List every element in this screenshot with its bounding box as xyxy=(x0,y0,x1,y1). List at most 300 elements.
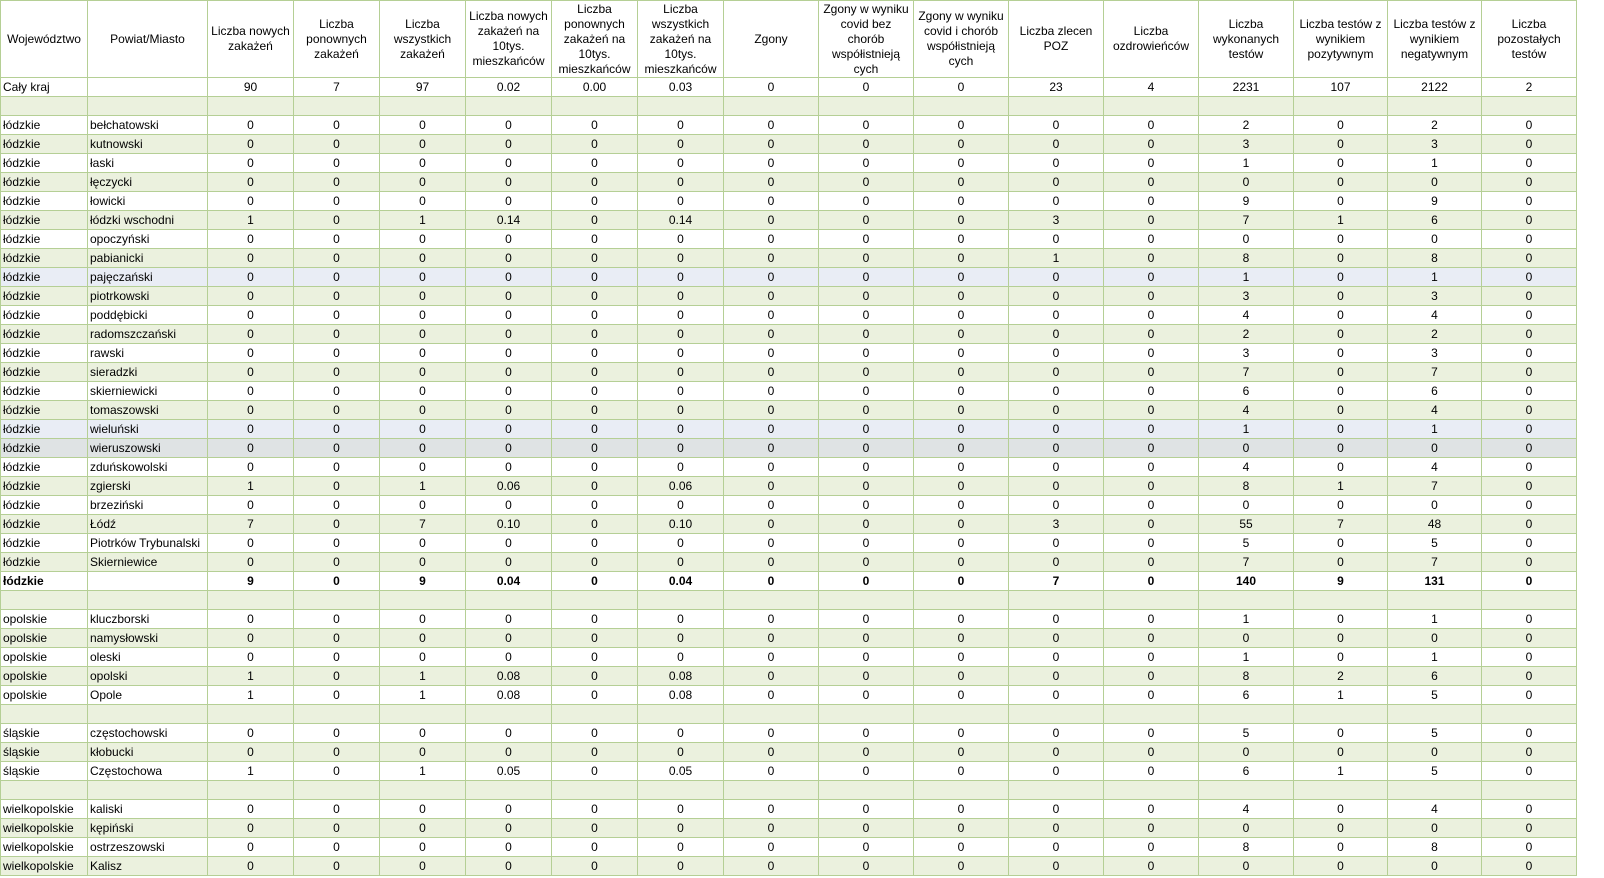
value-cell[interactable]: 0 xyxy=(638,401,724,420)
county-cell[interactable]: brzeziński xyxy=(88,496,208,515)
value-cell[interactable]: 1 xyxy=(1388,648,1482,667)
value-cell[interactable]: 7 xyxy=(1199,553,1294,572)
value-cell[interactable]: 0 xyxy=(638,857,724,876)
value-cell[interactable]: 0 xyxy=(466,534,552,553)
county-cell[interactable]: opolski xyxy=(88,667,208,686)
value-cell[interactable]: 0 xyxy=(638,230,724,249)
value-cell[interactable]: 0 xyxy=(1294,838,1388,857)
value-cell[interactable]: 0 xyxy=(1388,819,1482,838)
value-cell[interactable]: 6 xyxy=(1388,382,1482,401)
value-cell[interactable]: 0 xyxy=(380,800,466,819)
value-cell[interactable]: 0 xyxy=(208,838,294,857)
voivodeship-cell[interactable]: łódzkie xyxy=(1,173,88,192)
value-cell[interactable]: 0 xyxy=(466,268,552,287)
county-cell[interactable]: radomszczański xyxy=(88,325,208,344)
empty-cell[interactable] xyxy=(1,591,88,610)
value-cell[interactable]: 0 xyxy=(208,325,294,344)
county-cell[interactable]: ostrzeszowski xyxy=(88,838,208,857)
value-cell[interactable]: 0 xyxy=(552,249,638,268)
value-cell[interactable]: 9 xyxy=(1294,572,1388,591)
value-cell[interactable]: 0 xyxy=(914,477,1009,496)
empty-cell[interactable] xyxy=(208,97,294,116)
value-cell[interactable]: 0 xyxy=(819,230,914,249)
value-cell[interactable]: 0 xyxy=(819,572,914,591)
value-cell[interactable]: 0 xyxy=(1104,629,1199,648)
value-cell[interactable]: 0 xyxy=(552,857,638,876)
empty-cell[interactable] xyxy=(552,97,638,116)
value-cell[interactable]: 0 xyxy=(724,401,819,420)
value-cell[interactable]: 0 xyxy=(552,743,638,762)
voivodeship-cell[interactable]: łódzkie xyxy=(1,458,88,477)
value-cell[interactable]: 0 xyxy=(1294,173,1388,192)
value-cell[interactable]: 3 xyxy=(1199,287,1294,306)
value-cell[interactable]: 0 xyxy=(380,724,466,743)
value-cell[interactable]: 0 xyxy=(724,458,819,477)
value-cell[interactable]: 0 xyxy=(1009,838,1104,857)
value-cell[interactable]: 0 xyxy=(208,173,294,192)
value-cell[interactable]: 0 xyxy=(1482,629,1577,648)
value-cell[interactable]: 0 xyxy=(1009,268,1104,287)
value-cell[interactable]: 0 xyxy=(552,477,638,496)
value-cell[interactable]: 9 xyxy=(1199,192,1294,211)
empty-cell[interactable] xyxy=(88,781,208,800)
county-cell[interactable]: Skierniewice xyxy=(88,553,208,572)
value-cell[interactable]: 0 xyxy=(1104,344,1199,363)
value-cell[interactable]: 0 xyxy=(208,382,294,401)
header-cell[interactable]: Liczba wszystkich zakażeń xyxy=(380,1,466,78)
value-cell[interactable]: 0 xyxy=(1482,515,1577,534)
value-cell[interactable]: 0 xyxy=(819,78,914,97)
county-cell[interactable]: łódzki wschodni xyxy=(88,211,208,230)
value-cell[interactable]: 0 xyxy=(724,629,819,648)
value-cell[interactable]: 0 xyxy=(819,762,914,781)
value-cell[interactable]: 0 xyxy=(208,306,294,325)
value-cell[interactable]: 0 xyxy=(294,306,380,325)
county-cell[interactable]: kępiński xyxy=(88,819,208,838)
value-cell[interactable]: 0 xyxy=(819,211,914,230)
value-cell[interactable]: 0 xyxy=(294,211,380,230)
voivodeship-cell[interactable]: łódzkie xyxy=(1,344,88,363)
empty-cell[interactable] xyxy=(914,97,1009,116)
value-cell[interactable]: 0 xyxy=(819,306,914,325)
value-cell[interactable]: 8 xyxy=(1199,477,1294,496)
value-cell[interactable]: 0 xyxy=(724,363,819,382)
value-cell[interactable]: 0 xyxy=(724,724,819,743)
value-cell[interactable]: 0 xyxy=(1199,439,1294,458)
header-cell[interactable]: Zgony xyxy=(724,1,819,78)
header-cell[interactable]: Województwo xyxy=(1,1,88,78)
value-cell[interactable]: 0 xyxy=(638,192,724,211)
value-cell[interactable]: 0 xyxy=(1199,819,1294,838)
value-cell[interactable]: 0 xyxy=(1482,211,1577,230)
value-cell[interactable]: 0 xyxy=(1104,230,1199,249)
value-cell[interactable]: 1 xyxy=(380,686,466,705)
value-cell[interactable]: 0 xyxy=(294,610,380,629)
value-cell[interactable]: 0 xyxy=(819,629,914,648)
value-cell[interactable]: 1 xyxy=(208,667,294,686)
value-cell[interactable]: 0 xyxy=(552,439,638,458)
value-cell[interactable]: 0 xyxy=(1104,154,1199,173)
value-cell[interactable]: 0 xyxy=(466,610,552,629)
voivodeship-cell[interactable]: łódzkie xyxy=(1,534,88,553)
county-cell[interactable]: namysłowski xyxy=(88,629,208,648)
county-cell[interactable] xyxy=(88,572,208,591)
value-cell[interactable]: 0 xyxy=(552,268,638,287)
value-cell[interactable]: 0 xyxy=(208,439,294,458)
value-cell[interactable]: 0 xyxy=(208,800,294,819)
value-cell[interactable]: 0 xyxy=(819,724,914,743)
value-cell[interactable]: 0 xyxy=(1388,230,1482,249)
value-cell[interactable]: 0 xyxy=(1009,325,1104,344)
value-cell[interactable]: 0 xyxy=(819,648,914,667)
value-cell[interactable]: 8 xyxy=(1199,249,1294,268)
value-cell[interactable]: 0 xyxy=(552,686,638,705)
value-cell[interactable]: 0 xyxy=(914,78,1009,97)
county-cell[interactable]: rawski xyxy=(88,344,208,363)
value-cell[interactable]: 0 xyxy=(208,401,294,420)
value-cell[interactable]: 1 xyxy=(380,762,466,781)
empty-cell[interactable] xyxy=(294,97,380,116)
value-cell[interactable]: 0 xyxy=(1104,306,1199,325)
value-cell[interactable]: 0 xyxy=(1009,762,1104,781)
value-cell[interactable]: 0 xyxy=(638,819,724,838)
value-cell[interactable]: 0 xyxy=(1104,534,1199,553)
value-cell[interactable]: 0 xyxy=(552,173,638,192)
value-cell[interactable]: 0 xyxy=(552,363,638,382)
value-cell[interactable]: 0 xyxy=(724,135,819,154)
value-cell[interactable]: 0.04 xyxy=(466,572,552,591)
value-cell[interactable]: 0 xyxy=(1104,667,1199,686)
value-cell[interactable]: 0 xyxy=(724,648,819,667)
value-cell[interactable]: 0 xyxy=(1482,762,1577,781)
county-cell[interactable]: kluczborski xyxy=(88,610,208,629)
value-cell[interactable]: 0 xyxy=(1104,743,1199,762)
county-cell[interactable]: łęczycki xyxy=(88,173,208,192)
value-cell[interactable]: 0 xyxy=(466,287,552,306)
value-cell[interactable]: 0 xyxy=(914,686,1009,705)
value-cell[interactable]: 0 xyxy=(914,629,1009,648)
value-cell[interactable]: 0 xyxy=(552,458,638,477)
value-cell[interactable]: 0 xyxy=(466,838,552,857)
value-cell[interactable]: 0 xyxy=(1482,477,1577,496)
value-cell[interactable]: 0 xyxy=(1009,192,1104,211)
value-cell[interactable]: 0 xyxy=(914,192,1009,211)
value-cell[interactable]: 2 xyxy=(1199,116,1294,135)
value-cell[interactable]: 0 xyxy=(1009,135,1104,154)
value-cell[interactable]: 0 xyxy=(1104,420,1199,439)
county-cell[interactable]: Opole xyxy=(88,686,208,705)
county-cell[interactable]: pabianicki xyxy=(88,249,208,268)
value-cell[interactable]: 0 xyxy=(724,477,819,496)
value-cell[interactable]: 2 xyxy=(1388,116,1482,135)
empty-cell[interactable] xyxy=(466,705,552,724)
value-cell[interactable]: 0 xyxy=(638,287,724,306)
value-cell[interactable]: 7 xyxy=(1009,572,1104,591)
empty-cell[interactable] xyxy=(1104,705,1199,724)
value-cell[interactable]: 0 xyxy=(208,135,294,154)
value-cell[interactable]: 0 xyxy=(724,287,819,306)
header-cell[interactable]: Zgony w wyniku covid bez chorób współistnieją cych xyxy=(819,1,914,78)
empty-cell[interactable] xyxy=(638,781,724,800)
value-cell[interactable]: 0 xyxy=(1104,116,1199,135)
value-cell[interactable]: 0 xyxy=(552,610,638,629)
value-cell[interactable]: 0 xyxy=(1104,553,1199,572)
value-cell[interactable]: 0 xyxy=(638,648,724,667)
voivodeship-cell[interactable]: łódzkie xyxy=(1,154,88,173)
value-cell[interactable]: 0 xyxy=(914,211,1009,230)
value-cell[interactable]: 6 xyxy=(1388,211,1482,230)
value-cell[interactable]: 7 xyxy=(1199,363,1294,382)
value-cell[interactable]: 0 xyxy=(819,496,914,515)
value-cell[interactable]: 0 xyxy=(914,420,1009,439)
value-cell[interactable]: 0 xyxy=(1009,230,1104,249)
value-cell[interactable]: 23 xyxy=(1009,78,1104,97)
value-cell[interactable]: 0 xyxy=(1009,743,1104,762)
voivodeship-cell[interactable]: opolskie xyxy=(1,667,88,686)
value-cell[interactable]: 0 xyxy=(466,344,552,363)
value-cell[interactable]: 0 xyxy=(380,268,466,287)
voivodeship-cell[interactable]: Cały kraj xyxy=(1,78,88,97)
value-cell[interactable]: 90 xyxy=(208,78,294,97)
value-cell[interactable]: 0 xyxy=(914,724,1009,743)
value-cell[interactable]: 0 xyxy=(638,382,724,401)
value-cell[interactable]: 2 xyxy=(1294,667,1388,686)
empty-cell[interactable] xyxy=(914,781,1009,800)
empty-cell[interactable] xyxy=(724,781,819,800)
value-cell[interactable]: 0 xyxy=(724,173,819,192)
value-cell[interactable]: 0 xyxy=(294,420,380,439)
value-cell[interactable]: 0 xyxy=(294,838,380,857)
value-cell[interactable]: 0 xyxy=(466,116,552,135)
value-cell[interactable]: 0 xyxy=(914,249,1009,268)
value-cell[interactable]: 0 xyxy=(208,743,294,762)
value-cell[interactable]: 0 xyxy=(380,363,466,382)
value-cell[interactable]: 0 xyxy=(1009,439,1104,458)
empty-cell[interactable] xyxy=(380,591,466,610)
value-cell[interactable]: 1 xyxy=(1199,648,1294,667)
value-cell[interactable]: 0 xyxy=(380,838,466,857)
value-cell[interactable]: 3 xyxy=(1199,344,1294,363)
empty-cell[interactable] xyxy=(1482,591,1577,610)
value-cell[interactable]: 5 xyxy=(1388,724,1482,743)
value-cell[interactable]: 0 xyxy=(724,382,819,401)
voivodeship-cell[interactable]: łódzkie xyxy=(1,116,88,135)
value-cell[interactable]: 8 xyxy=(1199,838,1294,857)
value-cell[interactable]: 0 xyxy=(1104,192,1199,211)
voivodeship-cell[interactable]: łódzkie xyxy=(1,287,88,306)
value-cell[interactable]: 0 xyxy=(819,686,914,705)
value-cell[interactable]: 0 xyxy=(552,325,638,344)
value-cell[interactable]: 0 xyxy=(380,496,466,515)
value-cell[interactable]: 0 xyxy=(819,515,914,534)
voivodeship-cell[interactable]: opolskie xyxy=(1,610,88,629)
value-cell[interactable]: 0 xyxy=(552,401,638,420)
value-cell[interactable]: 4 xyxy=(1388,458,1482,477)
header-cell[interactable]: Liczba ponownych zakażeń na 10tys. mieszkańców xyxy=(552,1,638,78)
value-cell[interactable]: 0.05 xyxy=(466,762,552,781)
voivodeship-cell[interactable]: śląskie xyxy=(1,762,88,781)
value-cell[interactable]: 1 xyxy=(1199,154,1294,173)
value-cell[interactable]: 0 xyxy=(1482,173,1577,192)
value-cell[interactable]: 9 xyxy=(208,572,294,591)
voivodeship-cell[interactable]: wielkopolskie xyxy=(1,857,88,876)
value-cell[interactable]: 0 xyxy=(819,116,914,135)
value-cell[interactable]: 0 xyxy=(552,154,638,173)
value-cell[interactable]: 0 xyxy=(819,857,914,876)
value-cell[interactable]: 0 xyxy=(1104,648,1199,667)
value-cell[interactable]: 0 xyxy=(294,743,380,762)
empty-cell[interactable] xyxy=(380,781,466,800)
value-cell[interactable]: 0 xyxy=(819,382,914,401)
value-cell[interactable]: 0 xyxy=(1388,439,1482,458)
county-cell[interactable]: piotrkowski xyxy=(88,287,208,306)
county-cell[interactable]: Łódź xyxy=(88,515,208,534)
value-cell[interactable]: 0 xyxy=(638,249,724,268)
value-cell[interactable]: 5 xyxy=(1388,534,1482,553)
value-cell[interactable]: 0 xyxy=(638,610,724,629)
value-cell[interactable]: 0 xyxy=(1009,667,1104,686)
empty-cell[interactable] xyxy=(1,781,88,800)
value-cell[interactable]: 0 xyxy=(819,534,914,553)
value-cell[interactable]: 0 xyxy=(819,192,914,211)
empty-cell[interactable] xyxy=(294,781,380,800)
value-cell[interactable]: 0 xyxy=(294,496,380,515)
value-cell[interactable]: 0 xyxy=(724,553,819,572)
value-cell[interactable]: 1 xyxy=(208,686,294,705)
value-cell[interactable]: 0 xyxy=(294,572,380,591)
value-cell[interactable]: 0 xyxy=(1482,610,1577,629)
value-cell[interactable]: 0 xyxy=(552,116,638,135)
voivodeship-cell[interactable]: łódzkie xyxy=(1,496,88,515)
value-cell[interactable]: 0 xyxy=(638,116,724,135)
header-cell[interactable]: Liczba ponownych zakażeń xyxy=(294,1,380,78)
value-cell[interactable]: 5 xyxy=(1388,686,1482,705)
value-cell[interactable]: 0 xyxy=(819,553,914,572)
voivodeship-cell[interactable]: śląskie xyxy=(1,743,88,762)
value-cell[interactable]: 0 xyxy=(724,116,819,135)
value-cell[interactable]: 0 xyxy=(1294,629,1388,648)
empty-cell[interactable] xyxy=(88,591,208,610)
value-cell[interactable]: 0 xyxy=(208,363,294,382)
value-cell[interactable]: 1 xyxy=(1388,420,1482,439)
value-cell[interactable]: 4 xyxy=(1199,458,1294,477)
empty-cell[interactable] xyxy=(1104,781,1199,800)
value-cell[interactable]: 0 xyxy=(1482,135,1577,154)
value-cell[interactable]: 0 xyxy=(638,420,724,439)
value-cell[interactable]: 0 xyxy=(1294,306,1388,325)
value-cell[interactable]: 5 xyxy=(1388,762,1482,781)
value-cell[interactable]: 0 xyxy=(819,344,914,363)
voivodeship-cell[interactable]: łódzkie xyxy=(1,515,88,534)
value-cell[interactable]: 0 xyxy=(1104,724,1199,743)
value-cell[interactable]: 0 xyxy=(380,553,466,572)
value-cell[interactable]: 0 xyxy=(1388,173,1482,192)
value-cell[interactable]: 0 xyxy=(724,268,819,287)
value-cell[interactable]: 0 xyxy=(914,515,1009,534)
value-cell[interactable]: 0 xyxy=(294,135,380,154)
value-cell[interactable]: 0 xyxy=(466,724,552,743)
value-cell[interactable]: 0 xyxy=(1294,800,1388,819)
voivodeship-cell[interactable]: łódzkie xyxy=(1,572,88,591)
value-cell[interactable]: 0 xyxy=(552,287,638,306)
value-cell[interactable]: 0 xyxy=(208,420,294,439)
value-cell[interactable]: 0 xyxy=(294,344,380,363)
value-cell[interactable]: 0 xyxy=(1009,800,1104,819)
value-cell[interactable]: 0 xyxy=(1294,116,1388,135)
value-cell[interactable]: 0 xyxy=(914,610,1009,629)
value-cell[interactable]: 0 xyxy=(294,629,380,648)
value-cell[interactable]: 2 xyxy=(1482,78,1577,97)
empty-cell[interactable] xyxy=(294,705,380,724)
value-cell[interactable]: 0.10 xyxy=(638,515,724,534)
value-cell[interactable]: 0 xyxy=(1104,572,1199,591)
value-cell[interactable]: 1 xyxy=(208,211,294,230)
county-cell[interactable]: kłobucki xyxy=(88,743,208,762)
value-cell[interactable]: 0 xyxy=(914,344,1009,363)
value-cell[interactable]: 0 xyxy=(724,249,819,268)
county-cell[interactable] xyxy=(88,78,208,97)
value-cell[interactable]: 0 xyxy=(724,762,819,781)
value-cell[interactable]: 1 xyxy=(1294,477,1388,496)
empty-cell[interactable] xyxy=(1388,781,1482,800)
value-cell[interactable]: 107 xyxy=(1294,78,1388,97)
value-cell[interactable]: 0 xyxy=(914,572,1009,591)
value-cell[interactable]: 0 xyxy=(1009,629,1104,648)
value-cell[interactable]: 0 xyxy=(1482,534,1577,553)
value-cell[interactable]: 0 xyxy=(914,325,1009,344)
value-cell[interactable]: 0.10 xyxy=(466,515,552,534)
value-cell[interactable]: 0 xyxy=(552,420,638,439)
empty-cell[interactable] xyxy=(552,591,638,610)
value-cell[interactable]: 0.03 xyxy=(638,78,724,97)
value-cell[interactable]: 4 xyxy=(1388,800,1482,819)
county-cell[interactable]: poddębicki xyxy=(88,306,208,325)
value-cell[interactable]: 1 xyxy=(1388,154,1482,173)
empty-cell[interactable] xyxy=(294,591,380,610)
value-cell[interactable]: 0 xyxy=(1388,629,1482,648)
voivodeship-cell[interactable]: wielkopolskie xyxy=(1,819,88,838)
value-cell[interactable]: 1 xyxy=(380,667,466,686)
value-cell[interactable]: 1 xyxy=(1294,211,1388,230)
value-cell[interactable]: 0 xyxy=(1294,458,1388,477)
value-cell[interactable]: 0 xyxy=(1009,306,1104,325)
voivodeship-cell[interactable]: wielkopolskie xyxy=(1,838,88,857)
value-cell[interactable]: 0 xyxy=(208,249,294,268)
value-cell[interactable]: 7 xyxy=(1199,211,1294,230)
empty-cell[interactable] xyxy=(466,781,552,800)
value-cell[interactable]: 0 xyxy=(914,268,1009,287)
value-cell[interactable]: 0 xyxy=(552,306,638,325)
value-cell[interactable]: 0 xyxy=(638,439,724,458)
value-cell[interactable]: 0 xyxy=(208,458,294,477)
value-cell[interactable]: 0 xyxy=(1482,249,1577,268)
value-cell[interactable]: 0 xyxy=(914,857,1009,876)
empty-cell[interactable] xyxy=(638,705,724,724)
value-cell[interactable]: 3 xyxy=(1009,515,1104,534)
value-cell[interactable]: 0 xyxy=(1482,458,1577,477)
value-cell[interactable]: 0 xyxy=(1482,420,1577,439)
value-cell[interactable]: 0 xyxy=(1294,496,1388,515)
value-cell[interactable]: 0 xyxy=(294,477,380,496)
county-cell[interactable]: pajęczański xyxy=(88,268,208,287)
empty-cell[interactable] xyxy=(208,781,294,800)
voivodeship-cell[interactable]: śląskie xyxy=(1,724,88,743)
value-cell[interactable]: 0 xyxy=(1009,116,1104,135)
value-cell[interactable]: 0 xyxy=(724,667,819,686)
value-cell[interactable]: 0 xyxy=(466,154,552,173)
county-cell[interactable]: łowicki xyxy=(88,192,208,211)
empty-cell[interactable] xyxy=(1009,781,1104,800)
